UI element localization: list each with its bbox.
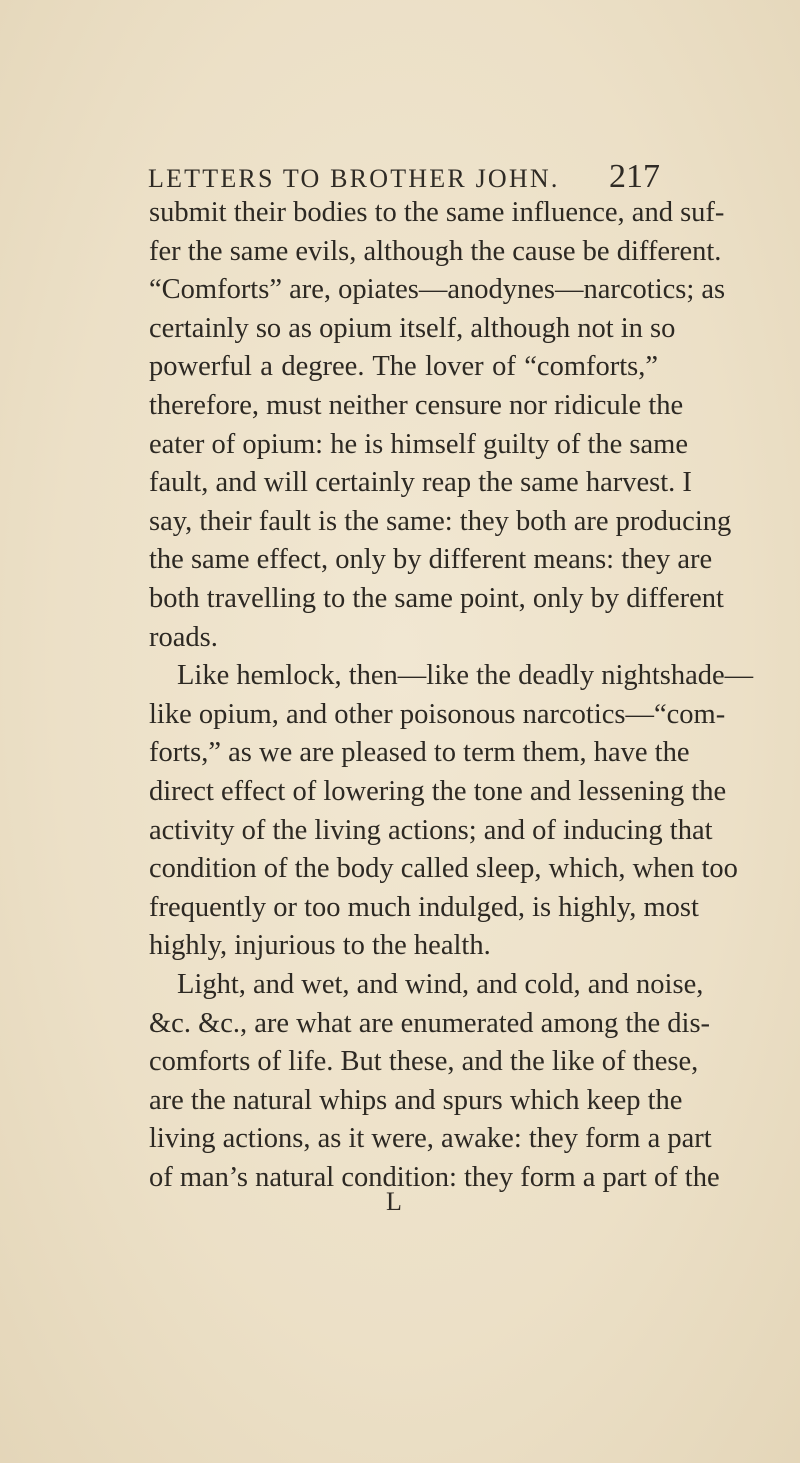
text-line-content: living actions, as it were, awake: they form a part (149, 1123, 712, 1155)
text-line-content: powerful a degree. The lover of “comforts,” (149, 351, 658, 383)
text-line (0, 618, 800, 658)
text-line-content: both travelling to the same point, only by different (149, 583, 724, 614)
text-line-content: say, their fault is the same: they both are producing (149, 505, 732, 537)
text-line (0, 772, 800, 812)
text-line (0, 849, 800, 889)
text-line-content: comforts of life. But these, and the like of these, (149, 1046, 699, 1078)
text-line-content: therefore, must neither censure nor ridicule the (149, 390, 684, 421)
text-line (0, 540, 800, 580)
text-line-content: the same effect, only by different means: they are (149, 544, 713, 576)
text-line (0, 309, 800, 349)
text-line (0, 386, 800, 426)
text-line-content: activity of the living actions; and of inducing that (149, 814, 713, 846)
text-line (0, 811, 800, 851)
text-line-content: like opium, and other poisonous narcotics—“com- (149, 698, 726, 730)
text-line-content: condition of the body called sleep, which, when too (149, 853, 738, 885)
text-line-content: fer the same evils, although the cause be different. (149, 235, 722, 267)
text-line (0, 193, 800, 233)
text-line-content: direct effect of lowering the tone and lessening the (149, 776, 727, 807)
text-line-content: of man’s natural condition: they form a part of the (149, 1162, 720, 1193)
text-line-content: are the natural whips and spurs which keep the (149, 1084, 683, 1116)
text-line (0, 579, 800, 619)
text-line-content: highly, injurious to the health. (149, 930, 491, 962)
text-line (0, 888, 800, 928)
text-line (0, 695, 800, 735)
text-line-content: &c. &c., are what are enumerated among the dis- (149, 1007, 711, 1039)
text-line (0, 1081, 800, 1121)
text-line-content: roads. (149, 621, 218, 653)
text-line (0, 270, 800, 310)
text-line (0, 463, 800, 503)
text-line (0, 733, 800, 773)
text-line-content: fault, and will certainly reap the same harvest. I (149, 467, 692, 499)
text-line-content: submit their bodies to the same influence, and suf- (149, 197, 725, 228)
text-line-content: “Comforts” are, opiates—anodynes—narcotics; as (149, 274, 726, 306)
text-line-content: Like hemlock, then—like the deadly nightshade— (177, 660, 754, 692)
running-title: LETTERS TO BROTHER JOHN. (148, 164, 560, 193)
text-line-content: Light, and wet, and wind, and cold, and noise, (177, 969, 704, 1000)
text-line (0, 232, 800, 272)
text-line-content: forts,” as we are pleased to term them, have the (149, 737, 690, 769)
text-line-content: frequently or too much indulged, is highly, most (149, 891, 699, 923)
text-line (0, 926, 800, 966)
text-line (0, 425, 800, 465)
text-line (0, 965, 800, 1005)
text-line-content: certainly so as opium itself, although not in so (149, 312, 676, 344)
text-line (0, 502, 800, 542)
text-line-content: eater of opium: he is himself guilty of the same (149, 428, 688, 460)
text-line (0, 1119, 800, 1159)
page-number: 217 (609, 158, 660, 195)
text-line (0, 347, 800, 387)
signature-mark: L (386, 1186, 402, 1216)
text-line (0, 1004, 800, 1044)
text-line (0, 1042, 800, 1082)
text-line (0, 656, 800, 696)
